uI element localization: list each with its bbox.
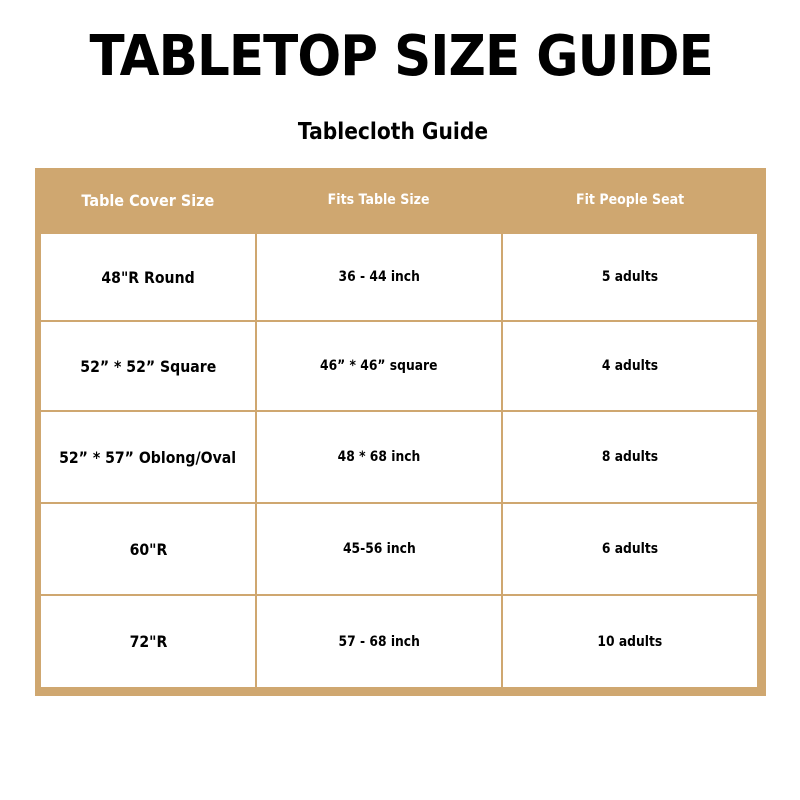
table-cell-fits-size: 46” * 46” square bbox=[257, 322, 501, 410]
table-cell-cover-size: 48"R Round bbox=[41, 234, 255, 320]
size-guide-table bbox=[35, 168, 766, 696]
table-cell-fits-size: 57 - 68 inch bbox=[257, 596, 501, 687]
table-cell-fits-size: 36 - 44 inch bbox=[257, 234, 501, 320]
table-cell-fits-size: 45-56 inch bbox=[257, 504, 501, 594]
column-header-cover-size: Table Cover Size bbox=[81, 190, 215, 210]
table-cell-seats: 6 adults bbox=[503, 504, 757, 594]
table-cell-cover-size: 52” * 52” Square bbox=[41, 322, 255, 410]
page-title: TABLETOP SIZE GUIDE bbox=[89, 24, 713, 89]
table-subtitle: Tablecloth Guide bbox=[297, 119, 489, 145]
table-cell-cover-size: 52” * 57” Oblong/Oval bbox=[41, 412, 255, 502]
table-cell-seats: 4 adults bbox=[503, 322, 757, 410]
table-cell-cover-size: 72"R bbox=[41, 596, 255, 687]
table-cell-seats: 10 adults bbox=[503, 596, 757, 687]
table-cell-fits-size: 48 * 68 inch bbox=[257, 412, 501, 502]
table-cell-seats: 8 adults bbox=[503, 412, 757, 502]
column-header-fits-table: Fits Table Size bbox=[328, 192, 430, 208]
column-header-people-seat: Fit People Seat bbox=[575, 192, 685, 208]
table-cell-cover-size: 60"R bbox=[41, 504, 255, 594]
table-cell-seats: 5 adults bbox=[503, 234, 757, 320]
